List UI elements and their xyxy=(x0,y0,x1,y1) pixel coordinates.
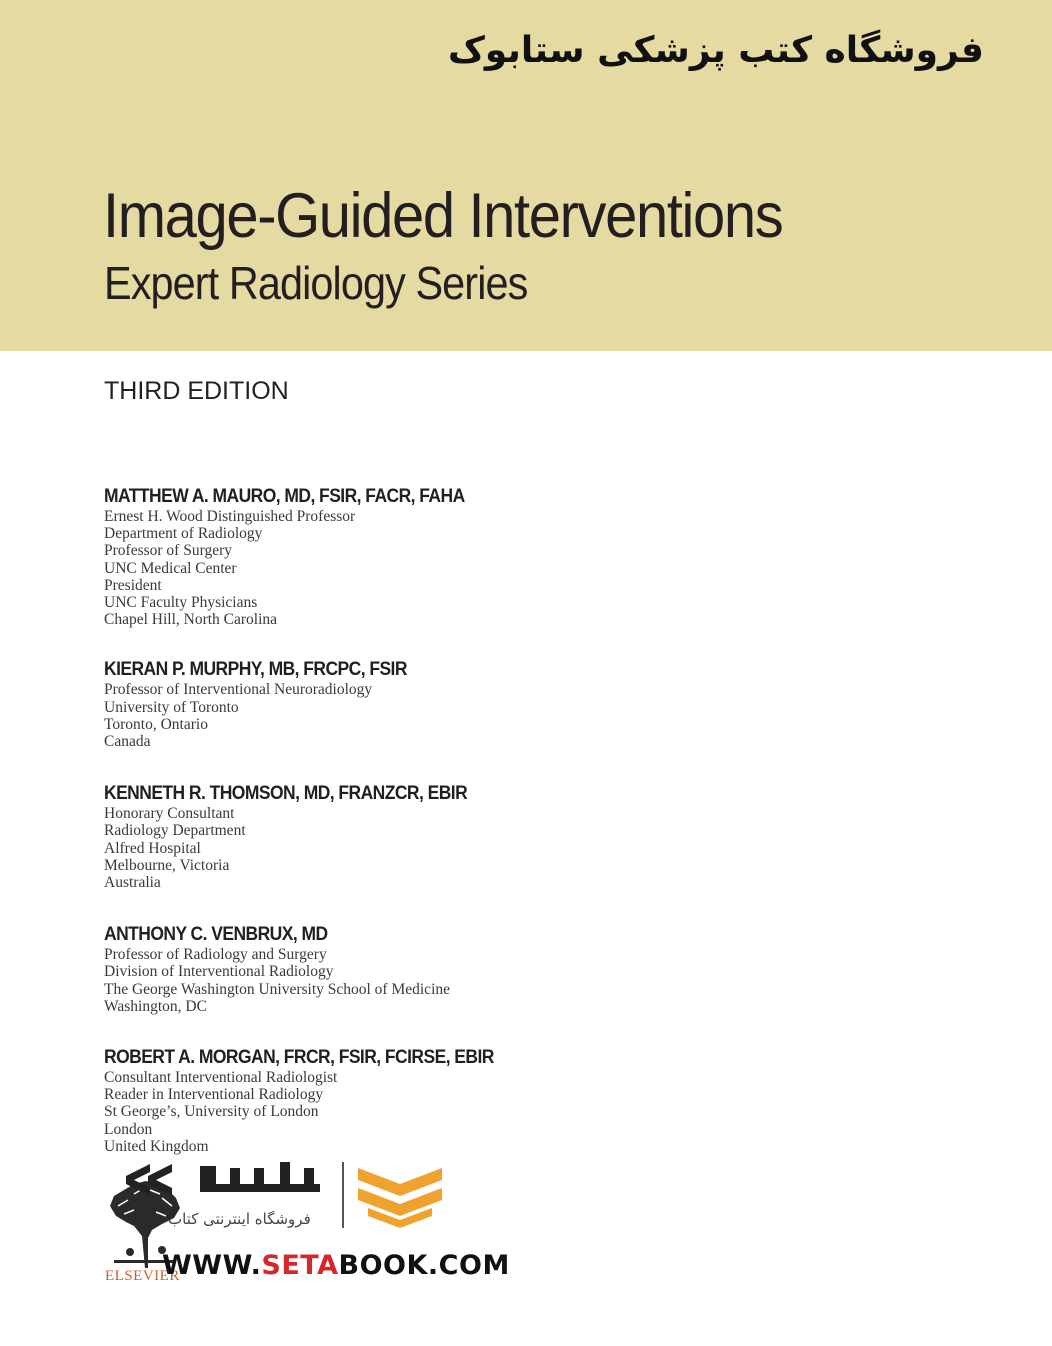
url-suffix: BOOK.COM xyxy=(338,1250,510,1281)
author-affiliation: Professor of Interventional Neuroradiology xyxy=(104,681,373,699)
publisher-name: ELSEVIER xyxy=(105,1268,180,1284)
author-affiliation: United Kingdom xyxy=(104,1137,209,1155)
author-affiliation: Toronto, Ontario xyxy=(104,715,208,733)
author-affiliation: President xyxy=(104,576,162,594)
author-affiliation: Ernest H. Wood Distinguished Professor xyxy=(104,508,356,525)
store-name: فروشگاه کتب پزشکی ستابوک xyxy=(447,30,984,71)
author-list xyxy=(104,486,624,1186)
author-affiliation: Australia xyxy=(104,874,161,892)
book-subtitle: Expert Radiology Series xyxy=(104,257,528,309)
author-affiliation: Reader in Interventional Radiology xyxy=(104,1086,324,1104)
author-affiliation: UNC Medical Center xyxy=(104,559,237,577)
author-block xyxy=(104,783,624,891)
author-affiliation: Consultant Interventional Radiologist xyxy=(104,1069,338,1087)
author-block xyxy=(104,924,624,1015)
author-affiliation: Professor of Radiology and Surgery xyxy=(104,946,327,964)
author-name: KIERAN P. MURPHY, MB, FRCPC, FSIR xyxy=(104,659,407,681)
author-affiliation: Washington, DC xyxy=(104,997,207,1015)
header-banner xyxy=(0,0,1052,351)
author-affiliation: University of Toronto xyxy=(104,698,239,716)
author-affiliation: St George’s, University of London xyxy=(104,1103,319,1121)
author-affiliation: Honorary Consultant xyxy=(104,805,235,823)
watermark-url xyxy=(162,1250,510,1281)
author-affiliation: Department of Radiology xyxy=(104,525,263,543)
book-title: Image-Guided Interventions xyxy=(103,181,783,251)
author-name: KENNETH R. THOMSON, MD, FRANZCR, EBIR xyxy=(104,783,468,805)
author-affiliation: Alfred Hospital xyxy=(104,839,201,857)
edition-label: THIRD EDITION xyxy=(104,377,289,405)
author-name: MATTHEW A. MAURO, MD, FSIR, FACR, FAHA xyxy=(104,486,465,507)
author-affiliation: UNC Faculty Physicians xyxy=(104,594,258,612)
url-prefix: WWW. xyxy=(162,1250,262,1281)
author-block xyxy=(104,659,624,750)
author-affiliation: London xyxy=(104,1120,153,1138)
author-name: ANTHONY C. VENBRUX, MD xyxy=(104,924,328,946)
url-accent: SETA xyxy=(261,1250,339,1281)
author-affiliation: Professor of Surgery xyxy=(104,542,233,560)
author-block xyxy=(104,486,624,628)
author-affiliation: Melbourne, Victoria xyxy=(104,856,230,874)
author-name: ROBERT A. MORGAN, FRCR, FSIR, FCIRSE, EBIR xyxy=(104,1047,494,1069)
author-affiliation: Chapel Hill, North Carolina xyxy=(104,611,278,629)
author-affiliation: Canada xyxy=(104,733,151,751)
author-block xyxy=(104,1047,624,1155)
watermark-subtitle: فروشگاه اینترنتی کتاب xyxy=(168,1210,311,1228)
author-affiliation: Division of Interventional Radiology xyxy=(104,963,334,981)
author-affiliation: Radiology Department xyxy=(104,822,246,840)
author-affiliation: The George Washington University School of Medicine xyxy=(104,980,451,998)
